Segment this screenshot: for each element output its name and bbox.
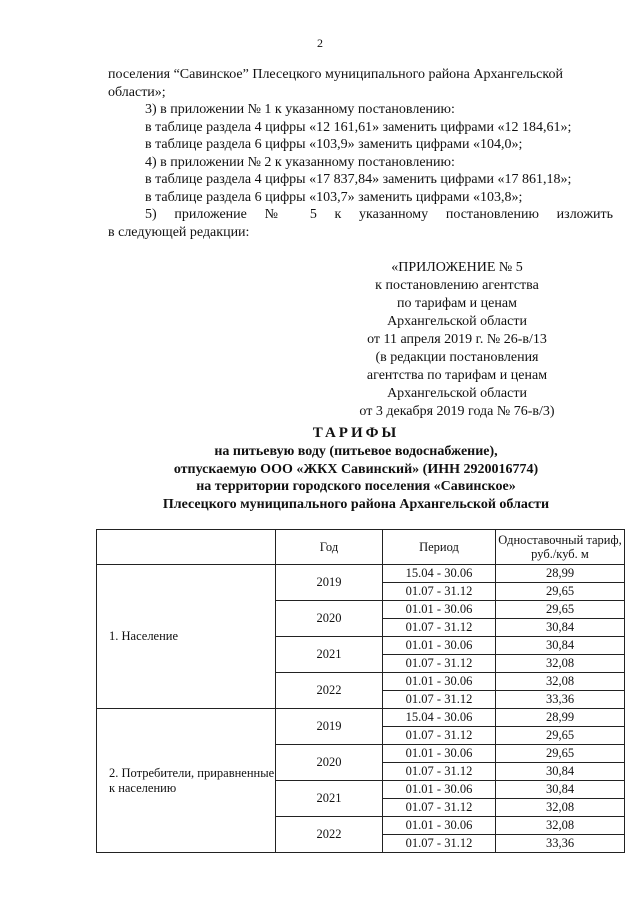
year-cell: 2021 xyxy=(276,637,383,673)
tariff-cell: 33,36 xyxy=(496,691,625,709)
page-number: 2 xyxy=(317,36,323,50)
appendix-line: агентства по тарифам и ценам xyxy=(366,368,548,383)
header-year: Год xyxy=(276,530,383,565)
title-line-4: на территории городского поселения «Савинское» xyxy=(196,479,516,494)
title-line-3: отпускаемую ООО «ЖКХ Савинский» (ИНН 2920016774) xyxy=(173,462,539,477)
tariff-cell: 32,08 xyxy=(496,799,625,817)
appendix-line: «ПРИЛОЖЕНИЕ № 5 xyxy=(391,260,523,275)
year-cell: 2019 xyxy=(276,565,383,601)
title-heading: ТАРИФЫ xyxy=(312,425,400,441)
year-cell: 2020 xyxy=(276,601,383,637)
body-line-7: в таблице раздела 4 цифры «17 837,84» заменить цифрами «17 861,18»; xyxy=(145,172,572,187)
tariff-cell: 33,36 xyxy=(496,835,625,853)
year-cell: 2022 xyxy=(276,673,383,709)
tariff-cell: 28,99 xyxy=(496,709,625,727)
body-line-3: 3) в приложении № 1 к указанному постановлению: xyxy=(145,102,455,117)
period-cell: 01.01 - 30.06 xyxy=(383,637,496,655)
header-tariff: Одноставочный тариф, руб./куб. м xyxy=(496,530,625,565)
appendix-line: Архангельской области xyxy=(387,314,527,329)
appendix-line: от 11 апреля 2019 г. № 26-в/13 xyxy=(367,332,547,347)
year-cell: 2020 xyxy=(276,745,383,781)
title-line-2: на питьевую воду (питьевое водоснабжение), xyxy=(214,444,498,459)
header-period: Период xyxy=(383,530,496,565)
appendix-line: по тарифам и ценам xyxy=(397,296,517,311)
period-cell: 01.07 - 31.12 xyxy=(383,691,496,709)
tariff-cell: 29,65 xyxy=(496,727,625,745)
year-cell: 2019 xyxy=(276,709,383,745)
tariff-cell: 30,84 xyxy=(496,619,625,637)
period-cell: 01.07 - 31.12 xyxy=(383,655,496,673)
tariff-cell: 29,65 xyxy=(496,745,625,763)
period-cell: 01.07 - 31.12 xyxy=(383,619,496,637)
period-cell: 01.01 - 30.06 xyxy=(383,601,496,619)
body-line-10: в следующей редакции: xyxy=(108,225,250,240)
body-line-4: в таблице раздела 4 цифры «12 161,61» заменить цифрами «12 184,61»; xyxy=(145,120,572,135)
table-row xyxy=(97,709,625,727)
appendix-line: к постановлению агентства xyxy=(375,278,539,293)
period-cell: 01.07 - 31.12 xyxy=(383,799,496,817)
body-line-2: области»; xyxy=(108,85,166,100)
period-cell: 15.04 - 30.06 xyxy=(383,565,496,583)
period-cell: 01.07 - 31.12 xyxy=(383,763,496,781)
tariff-cell: 29,65 xyxy=(496,601,625,619)
category-cell: 2. Потребители, приравненные к населению xyxy=(97,709,276,853)
period-cell: 01.01 - 30.06 xyxy=(383,745,496,763)
header-empty xyxy=(97,530,276,565)
table-row xyxy=(97,565,625,583)
tariff-cell: 28,99 xyxy=(496,565,625,583)
tariff-cell: 32,08 xyxy=(496,655,625,673)
tariff-cell: 32,08 xyxy=(496,817,625,835)
period-cell: 01.01 - 30.06 xyxy=(383,817,496,835)
body-line-9: 5) приложение № 5 к указанному постановлению изложить xyxy=(145,207,613,222)
period-cell: 01.01 - 30.06 xyxy=(383,781,496,799)
period-cell: 01.01 - 30.06 xyxy=(383,673,496,691)
body-line-5: в таблице раздела 6 цифры «103,9» заменить цифрами «104,0»; xyxy=(145,137,523,152)
tariff-table xyxy=(96,529,625,853)
appendix-line: (в редакции постановления xyxy=(375,350,539,365)
table-header-row xyxy=(97,530,625,565)
tariff-cell: 29,65 xyxy=(496,583,625,601)
year-cell: 2022 xyxy=(276,817,383,853)
tariff-cell: 32,08 xyxy=(496,673,625,691)
period-cell: 01.07 - 31.12 xyxy=(383,583,496,601)
appendix-line: от 3 декабря 2019 года № 76-в/3) xyxy=(359,404,555,419)
title-line-5: Плесецкого муниципального района Архангельской области xyxy=(162,497,550,512)
tariff-cell: 30,84 xyxy=(496,763,625,781)
tariff-cell: 30,84 xyxy=(496,637,625,655)
period-cell: 01.07 - 31.12 xyxy=(383,835,496,853)
period-cell: 01.07 - 31.12 xyxy=(383,727,496,745)
appendix-block xyxy=(352,259,562,421)
category-cell: 1. Население xyxy=(97,565,276,709)
appendix-line: Архангельской области xyxy=(387,386,527,401)
body-line-1: поселения “Савинское” Плесецкого муниципального района Архангельской xyxy=(108,67,563,82)
body-line-8: в таблице раздела 6 цифры «103,7» заменить цифрами «103,8»; xyxy=(145,190,523,205)
body-line-6: 4) в приложении № 2 к указанному постановлению: xyxy=(145,155,455,170)
period-cell: 15.04 - 30.06 xyxy=(383,709,496,727)
tariff-cell: 30,84 xyxy=(496,781,625,799)
year-cell: 2021 xyxy=(276,781,383,817)
